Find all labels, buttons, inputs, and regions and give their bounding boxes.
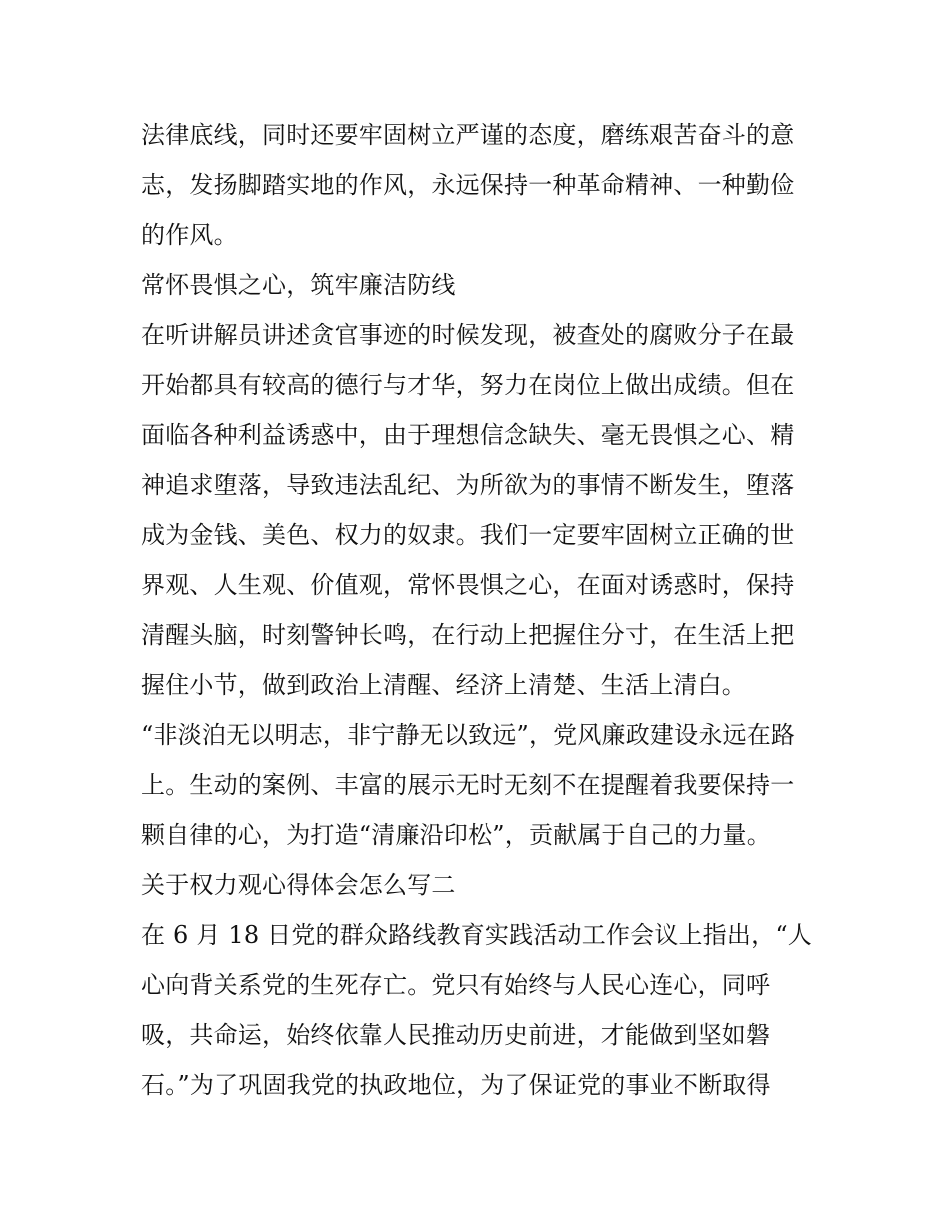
text-line: 在听讲解员讲述贪官事迹的时候发现，被查处的腐败分子在最 <box>141 321 795 349</box>
text-line: 颗自律的心，为打造“清廉沿印松”，贡献属于自己的力量。 <box>141 821 771 849</box>
section-heading: 常怀畏惧之心，筑牢廉洁防线 <box>141 271 456 299</box>
text-line: 面临各种利益诱惑中，由于理想信念缺失、毫无畏惧之心、精 <box>141 421 795 449</box>
text-line: 清醒头脑，时刻警钟长鸣，在行动上把握住分寸，在生活上把 <box>141 621 795 649</box>
text-line: 法律底线，同时还要牢固树立严谨的态度，磨练艰苦奋斗的意 <box>141 121 795 149</box>
text-line: 握住小节，做到政治上清醒、经济上清楚、生活上清白。 <box>141 671 746 699</box>
text-line: “非淡泊无以明志，非宁静无以致远”，党风廉政建设永远在路 <box>141 721 796 749</box>
text-line: 界观、人生观、价值观，常怀畏惧之心，在面对诱惑时，保持 <box>141 571 795 599</box>
text-line: 心向背关系党的生死存亡。党只有始终与人民心连心，同呼 <box>141 971 771 999</box>
text-line: 在 6 月 18 日党的群众路线教育实践活动工作会议上指出，“人 <box>141 921 812 949</box>
section-heading: 关于权力观心得体会怎么写二 <box>141 871 456 899</box>
text-line: 开始都具有较高的德行与才华，努力在岗位上做出成绩。但在 <box>141 371 795 399</box>
text-line: 成为金钱、美色、权力的奴隶。我们一定要牢固树立正确的世 <box>141 521 795 549</box>
text-line: 的作风。 <box>141 221 238 249</box>
text-line: 上。生动的案例、丰富的展示无时无刻不在提醒着我要保持一 <box>141 771 795 799</box>
text-line: 志，发扬脚踏实地的作风，永远保持一种革命精神、一种勤俭 <box>141 171 795 199</box>
text-line: 神追求堕落，导致违法乱纪、为所欲为的事情不断发生，堕落 <box>141 471 795 499</box>
text-line: 石。”为了巩固我党的执政地位，为了保证党的事业不断取得 <box>141 1071 771 1099</box>
document-body <box>141 110 821 1110</box>
text-line: 吸，共命运，始终依靠人民推动历史前进，才能做到坚如磐 <box>141 1021 771 1049</box>
